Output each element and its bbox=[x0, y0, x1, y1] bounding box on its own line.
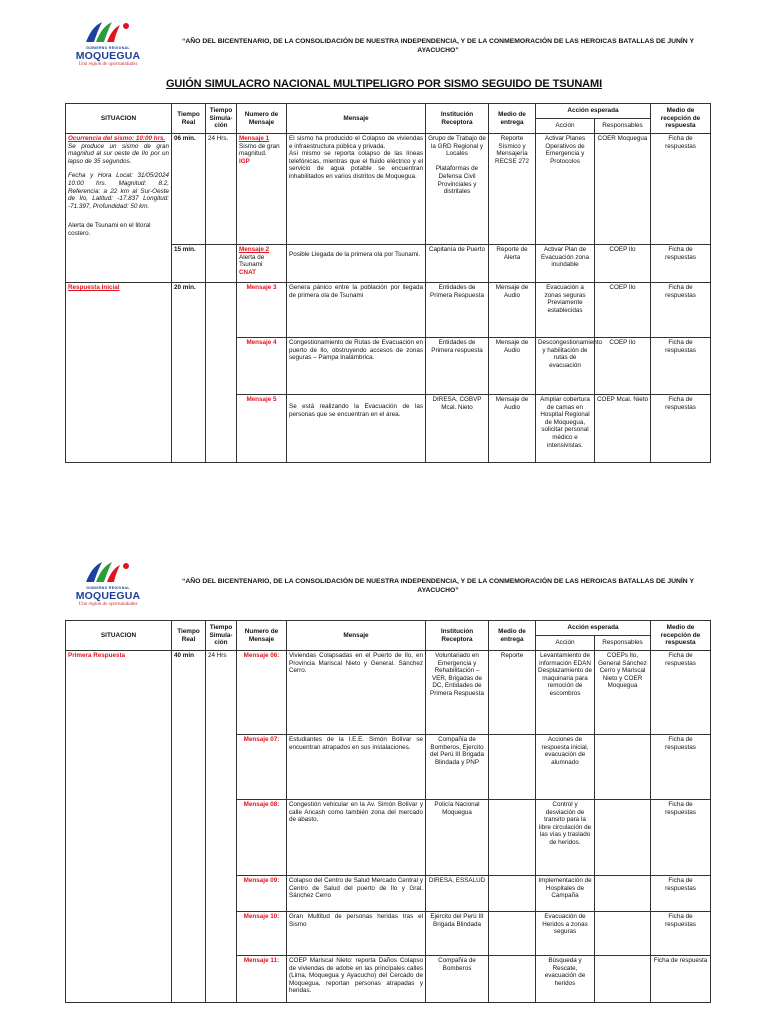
mensaje-cell: Congestionamiento de Rutas de Evacuación en puerto de Ilo, obstruyendo accesos de zonas seguras – Pampa Inalámbrica. bbox=[287, 338, 426, 395]
col-responsables: Responsables bbox=[595, 119, 651, 134]
recepcion-cell: Ficha de respuestas bbox=[651, 735, 711, 800]
logo-slogan: Una región de oportunidades bbox=[78, 62, 138, 67]
logo-name: MOQUEGUA bbox=[75, 50, 141, 62]
situacion-cell bbox=[66, 134, 172, 283]
numero-label: Mensaje 2 bbox=[239, 246, 270, 253]
medio-cell: Mensaje de Audio bbox=[489, 283, 536, 338]
institucion-cell: Voluntariado en Emergencia y Rehabilitación – VER, Brigadas de DC, Entidades de Primera Respuesta bbox=[426, 651, 489, 735]
col-institucion: Institución Receptora bbox=[426, 104, 489, 134]
responsables-cell bbox=[595, 876, 651, 912]
situacion-cell bbox=[66, 651, 172, 1003]
institucion-cell: Grupo de Trabajo de la GRD Regional y Locales Plataformas de Defensa Civil Provinciales y distritales bbox=[426, 134, 489, 245]
logo-name: MOQUEGUA bbox=[75, 590, 141, 602]
institucion-cell: Entidades de Primera respuesta bbox=[426, 338, 489, 395]
accion-cell: Activar Planes Operativos de Emergencia y Protocolos bbox=[536, 134, 595, 245]
gore-moquegua-logo bbox=[58, 560, 158, 608]
tiempo-cell: 06 min. bbox=[172, 134, 206, 245]
mensaje-cell: Colapso del Centro de Salud Mercado Central y Centro de Salud del puerto de Ilo y Gral. Sánchez Cerro bbox=[287, 876, 426, 912]
tiempo-cell: 40 min bbox=[172, 651, 206, 1003]
medio-cell: Mensaje de Audio bbox=[489, 338, 536, 395]
responsables-cell: COEP Mcal. Nieto bbox=[595, 395, 651, 463]
year-heading: “AÑO DEL BICENTENARIO, DE LA CONSOLIDACIÓN DE NUESTRA INDEPENDENCIA, Y DE LA CONMEMORACIÓN DE LAS HEROICAS BATALLAS DE JUNÍN Y AYACUCHO” bbox=[181, 38, 695, 54]
col-medio-entrega: Medio de entrega bbox=[489, 104, 536, 134]
responsables-cell: COEP Ilo bbox=[595, 245, 651, 283]
sim-cell bbox=[206, 245, 237, 283]
numero-cell bbox=[237, 912, 287, 956]
mensaje-cell: El sismo ha producido el Colapso de viviendas e infraestructura pública y privada. Así mismo se reporta colapso de las líneas telefónicas, mientras que el fluido eléctrico y el servicio de agua potable se encuentran inhabilitados en varios distritos de Moquegua. bbox=[287, 134, 426, 245]
year-heading: “AÑO DEL BICENTENARIO, DE LA CONSOLIDACIÓN DE NUESTRA INDEPENDENCIA, Y DE LA CONMEMORACIÓN DE LAS HEROICAS BATALLAS DE JUNÍN Y AYACUCHO” bbox=[181, 578, 695, 594]
numero-cell bbox=[237, 134, 287, 245]
accion-cell: Acciones de respuesta inicial, evacuación de alumnado bbox=[536, 735, 595, 800]
tiempo-cell: 15 min. bbox=[172, 245, 206, 283]
recepcion-cell: Ficha de respuestas bbox=[651, 338, 711, 395]
numero-label: Mensaje 06: bbox=[243, 652, 280, 659]
tiempo-cell: 20 min. bbox=[172, 283, 206, 463]
numero-label: Mensaje 11: bbox=[243, 957, 280, 964]
medio-cell bbox=[489, 956, 536, 1003]
col-numero-mensaje: Numero de Mensaje bbox=[237, 621, 287, 651]
col-medio-recepcion: Medio de recepción de respuesta bbox=[651, 621, 711, 651]
logo-region-label: GOBIERNO REGIONAL bbox=[86, 586, 130, 590]
accion-cell: Búsqueda y Rescate, evacuación de heridos bbox=[536, 956, 595, 1003]
sim-cell: 24 Hrs bbox=[206, 651, 237, 1003]
col-situacion: SITUACION bbox=[66, 621, 172, 651]
numero-source: CNAT bbox=[239, 268, 257, 276]
medio-cell bbox=[489, 735, 536, 800]
logo-slogan: Una región de oportunidades bbox=[78, 602, 138, 607]
accion-cell: Control y desviación de transito para la libre circulación de las vías y traslado de heridos. bbox=[536, 800, 595, 876]
medio-cell bbox=[489, 876, 536, 912]
col-accion: Acción bbox=[536, 119, 595, 134]
script-table-2 bbox=[65, 620, 711, 1003]
numero-cell bbox=[237, 876, 287, 912]
script-table-1 bbox=[65, 103, 711, 463]
table-row bbox=[66, 134, 711, 245]
recepcion-cell: Ficha de respuestas bbox=[651, 912, 711, 956]
responsables-cell bbox=[595, 956, 651, 1003]
institucion-cell: DIRESA, CGBVP Mcal. Nieto bbox=[426, 395, 489, 463]
col-mensaje: Mensaje bbox=[287, 621, 426, 651]
recepcion-cell: Ficha de respuesta bbox=[651, 956, 711, 1003]
numero-cell bbox=[237, 395, 287, 463]
table-row bbox=[66, 283, 711, 338]
institucion-cell: Compañía de Bomberos, Ejercito del Perú III Brigada Blindada y PNP bbox=[426, 735, 489, 800]
recepcion-cell: Ficha de respuestas bbox=[651, 245, 711, 283]
institucion-cell: Ejército del Perú III Brigada Blindada bbox=[426, 912, 489, 956]
accion-cell: Evacuación de Heridos a zonas seguras bbox=[536, 912, 595, 956]
col-medio-recepcion: Medio de recepción de respuesta bbox=[651, 104, 711, 134]
situacion-cell bbox=[66, 283, 172, 463]
responsables-cell: COER Moquegua bbox=[595, 134, 651, 245]
responsables-cell: COEPs Ilo, General Sánchez Cerro y Mariscal Nieto y COER Moquegua bbox=[595, 651, 651, 735]
col-tiempo-real: Tiempo Real bbox=[172, 621, 206, 651]
mensaje-cell: Estudiantes de la I.E.E. Simón Bolívar se encuentran atrapados en sus instalaciones. bbox=[287, 735, 426, 800]
numero-label: Mensaje 5 bbox=[246, 396, 277, 403]
numero-label: Mensaje 10: bbox=[243, 913, 280, 920]
mensaje-cell: COEP Mariscal Nieto: reporta Daños Colapso de viviendas de adobe en las principales calles (Lima, Moquegua y Ayacucho) del Cercado de Moquegua, reportan personas atrapadas y heridas. bbox=[287, 956, 426, 1003]
mensaje-cell: Viviendas Colapsadas en el Puerto de Ilo, en Provincia Mariscal Nieto y General. Sánchez Cerro. bbox=[287, 651, 426, 735]
accion-cell: Levantamiento de información EDAN Desplazamiento de maquinaria para remoción de escombros bbox=[536, 651, 595, 735]
col-responsables: Responsables bbox=[595, 636, 651, 651]
situacion-data: Fecha y Hora Local: 31/05/2024 10:00 hrs. Magnitud: 8.2, Referencia: a 22 km al Sur-Oeste de Ilo, Latitud: -17.837 Longitud: -71.397, Profundidad: 50 km. bbox=[68, 172, 169, 210]
numero-cell bbox=[237, 245, 287, 283]
institucion-cell: Compañía de Bomberos bbox=[426, 956, 489, 1003]
recepcion-cell: Ficha de respuestas bbox=[651, 876, 711, 912]
mensaje-cell: Congestión vehicular en la Av. Simón Bolívar y calle Ancash como también zona del mercado de abasto. bbox=[287, 800, 426, 876]
responsables-cell bbox=[595, 800, 651, 876]
logo-region-label: GOBIERNO REGIONAL bbox=[86, 46, 130, 50]
document-title: GUIÓN SIMULACRO NACIONAL MULTIPELIGRO POR SISMO SEGUIDO DE TSUNAMI bbox=[165, 78, 603, 90]
mensaje-cell: Gran Multitud de personas heridas tras el Sismo bbox=[287, 912, 426, 956]
numero-label: Mensaje 07: bbox=[243, 736, 280, 743]
numero-label: Mensaje 3 bbox=[246, 284, 277, 291]
accion-cell: Descongestionamiento y habilitación de rutas de evacuación bbox=[536, 338, 595, 395]
col-numero-mensaje: Numero de Mensaje bbox=[237, 104, 287, 134]
situacion-tsunami: Alerta de Tsunami en el litoral costero. bbox=[68, 222, 151, 237]
recepcion-cell: Ficha de respuestas bbox=[651, 134, 711, 245]
logo-mark-icon bbox=[80, 20, 136, 44]
numero-sub: Sismo de gran magnitud. bbox=[239, 142, 280, 158]
mensaje-cell: Se está realizando la Evacuación de las personas que se encuentran en el área. bbox=[287, 395, 426, 463]
institucion-cell: Policía Nacional Moquegua bbox=[426, 800, 489, 876]
medio-cell bbox=[489, 800, 536, 876]
col-medio-entrega: Medio de entrega bbox=[489, 621, 536, 651]
numero-label: Mensaje 09: bbox=[243, 877, 280, 884]
mensaje-cell: Posible Llegada de la primera ola por Tsunami. bbox=[287, 245, 426, 283]
col-accion-esperada: Acción esperada bbox=[536, 104, 651, 119]
col-situacion: SITUACION bbox=[66, 104, 172, 134]
medio-cell: Reporte bbox=[489, 651, 536, 735]
recepcion-cell: Ficha de respuestas bbox=[651, 651, 711, 735]
numero-cell bbox=[237, 283, 287, 338]
institucion-cell: Entidades de Primera Respuesta bbox=[426, 283, 489, 338]
numero-cell bbox=[237, 338, 287, 395]
medio-cell: Mensaje de Audio bbox=[489, 395, 536, 463]
medio-cell: Reporte de Alerta bbox=[489, 245, 536, 283]
accion-cell: Evacuación a zonas seguras Previamente establecidas bbox=[536, 283, 595, 338]
logo-mark-icon bbox=[80, 560, 136, 584]
medio-cell: Reporte Sísmico y Mensajería RECSE 272 bbox=[489, 134, 536, 245]
responsables-cell: COEP Ilo bbox=[595, 283, 651, 338]
recepcion-cell: Ficha de respuestas bbox=[651, 283, 711, 338]
col-mensaje: Mensaje bbox=[287, 104, 426, 134]
primera-respuesta-label: Primera Respuesta bbox=[68, 652, 126, 659]
col-tiempo-real: Tiempo Real bbox=[172, 104, 206, 134]
recepcion-cell: Ficha de respuestas bbox=[651, 800, 711, 876]
col-institucion: Institución Receptora bbox=[426, 621, 489, 651]
situacion-desc: Se produce un sismo de gran magnitud al sur oeste de Ilo por un lapso de 35 segundos. bbox=[68, 142, 169, 165]
col-tiempo-simulacion: Tiempo Simula- ción bbox=[206, 621, 237, 651]
medio-cell bbox=[489, 912, 536, 956]
numero-sub: Alerta de Tsunami bbox=[239, 253, 265, 269]
numero-source: IGP bbox=[239, 157, 250, 165]
numero-label: Mensaje 08: bbox=[243, 801, 280, 808]
recepcion-cell: Ficha de respuestas bbox=[651, 395, 711, 463]
numero-cell bbox=[237, 956, 287, 1003]
numero-cell bbox=[237, 651, 287, 735]
responsables-cell: COEP Ilo bbox=[595, 338, 651, 395]
accion-cell: Ampliar cobertura de camas en Hospital Regional de Moquegua, solicitar personal médico e intensivistas. bbox=[536, 395, 595, 463]
situacion-title: Ocurrencia del sismo: 10:00 hrs. bbox=[68, 135, 166, 142]
responsables-cell bbox=[595, 735, 651, 800]
respuesta-inicial-label: Respuesta Inicial bbox=[68, 284, 120, 291]
col-accion: Acción bbox=[536, 636, 595, 651]
accion-cell: Activar Plan de Evacuación zona inundable bbox=[536, 245, 595, 283]
institucion-cell: DIRESA, ESSALUD bbox=[426, 876, 489, 912]
sim-cell: 24 Hrs. bbox=[206, 134, 237, 245]
institucion-cell: Capitanía de Puerto bbox=[426, 245, 489, 283]
numero-cell bbox=[237, 735, 287, 800]
numero-label: Mensaje 4 bbox=[246, 339, 277, 346]
sim-cell bbox=[206, 283, 237, 463]
mensaje-cell: Genera pánico entre la población por llegada de primera ola de Tsunami bbox=[287, 283, 426, 338]
numero-cell bbox=[237, 800, 287, 876]
numero-label: Mensaje 1 bbox=[239, 135, 270, 142]
responsables-cell bbox=[595, 912, 651, 956]
col-accion-esperada: Acción esperada bbox=[536, 621, 651, 636]
gore-moquegua-logo bbox=[58, 20, 158, 68]
col-tiempo-simulacion: Tiempo Simula- ción bbox=[206, 104, 237, 134]
table-row bbox=[66, 651, 711, 735]
accion-cell: Implementación de Hospitales de Campaña bbox=[536, 876, 595, 912]
